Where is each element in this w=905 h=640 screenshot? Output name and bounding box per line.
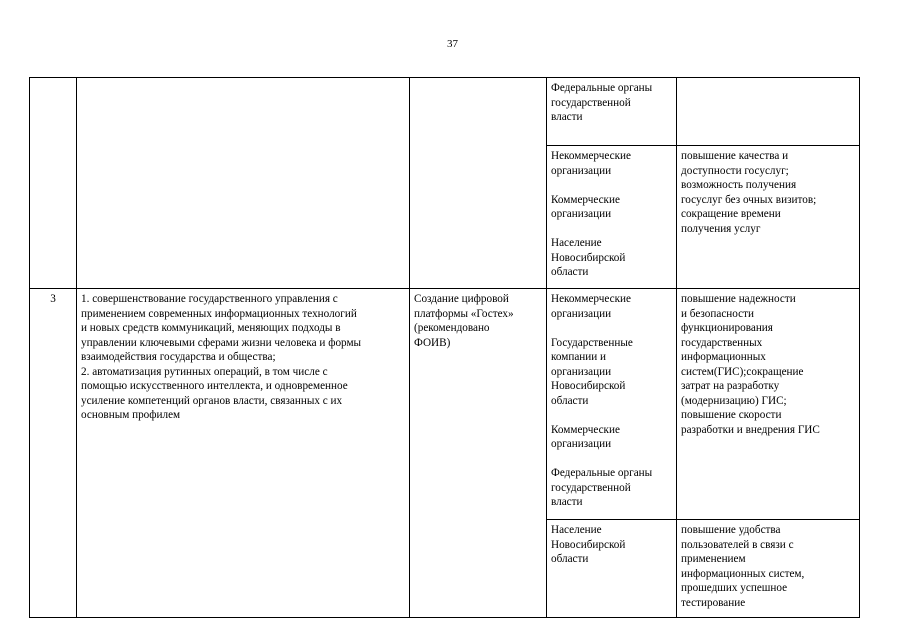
- stakeholder-line: Государственные: [551, 336, 633, 349]
- effect-line: и безопасности: [681, 307, 754, 320]
- stakeholder-line: организации: [551, 365, 612, 378]
- effect-line: повышение качества и: [681, 150, 789, 162]
- stakeholder-line: Некоммерческие: [551, 293, 631, 305]
- page-number: 37: [447, 38, 458, 50]
- goal-cell: [77, 78, 410, 289]
- effect-line: получения услуг: [681, 222, 761, 235]
- stakeholder-line: Новосибирской: [551, 380, 626, 392]
- effects-cell: [677, 520, 860, 618]
- stakeholder-block: [551, 236, 672, 280]
- stakeholder-line: организации: [551, 307, 612, 320]
- stakeholder-line: власти: [551, 111, 583, 123]
- stakeholder-block: [551, 466, 672, 510]
- stakeholder-line: организации: [551, 208, 612, 220]
- row-number-cell: [30, 78, 77, 289]
- effect-line: затрат на разработку: [681, 380, 780, 392]
- stakeholder-line: Некоммерческие: [551, 150, 631, 162]
- stakeholders-cell: [547, 146, 677, 289]
- goal-line: и новых средств коммуникаций, меняющих подходы в: [81, 322, 341, 334]
- stakeholders-cell: [547, 78, 677, 146]
- effects-cell: [677, 289, 860, 520]
- effect-line: пользователей в связи с: [681, 538, 794, 551]
- goal-line: 2. автоматизация рутинных операций, в том числе с: [81, 365, 328, 378]
- effects-cell: [677, 78, 860, 146]
- stakeholder-block: [551, 523, 672, 567]
- effect-line: повышение скорости: [681, 409, 782, 421]
- stakeholder-line: Новосибирской: [551, 538, 626, 551]
- effect-line: разработки и внедрения ГИС: [681, 423, 820, 436]
- effect-line: прошедших успешное: [681, 582, 788, 594]
- effect-line: систем(ГИС);сокращение: [681, 365, 804, 378]
- stakeholder-block: [551, 336, 672, 409]
- stakeholder-line: Коммерческие: [551, 193, 620, 206]
- effect-line: возможность получения: [681, 179, 797, 191]
- stakeholder-line: Федеральные органы: [551, 467, 653, 479]
- stakeholders-cell: [547, 520, 677, 618]
- measure-line: Создание цифровой: [414, 293, 509, 305]
- stakeholder-block: [551, 81, 672, 125]
- stakeholder-line: области: [551, 553, 589, 565]
- table-row: [30, 289, 860, 520]
- stakeholder-block: [551, 292, 672, 321]
- effects-cell: [677, 146, 860, 289]
- goal-line: 1. совершенствование государственного управления с: [81, 293, 338, 305]
- measure-cell: [410, 78, 547, 289]
- measure-line: платформы «Гостех»: [414, 307, 514, 320]
- stakeholder-line: организации: [551, 438, 612, 450]
- stakeholder-line: Население: [551, 237, 602, 249]
- stakeholder-block: [551, 193, 672, 222]
- effect-line: функционирования: [681, 322, 773, 334]
- stakeholder-block: [551, 149, 672, 178]
- effect-line: повышение удобства: [681, 524, 781, 536]
- stakeholder-line: Федеральные органы: [551, 82, 653, 94]
- effect-line: повышение надежности: [681, 293, 796, 305]
- stakeholder-line: государственной: [551, 481, 631, 494]
- stakeholder-line: Население: [551, 524, 602, 536]
- measure-line: ФОИВ): [414, 336, 451, 349]
- goal-line: помощью искусственного интеллекта, и одновременное: [81, 380, 348, 392]
- stakeholder-line: Коммерческие: [551, 423, 620, 436]
- goal-cell: [77, 289, 410, 618]
- stakeholders-cell: [547, 289, 677, 520]
- stakeholder-line: Новосибирской: [551, 251, 626, 264]
- stakeholder-line: государственной: [551, 96, 631, 109]
- effect-line: сокращение времени: [681, 208, 781, 220]
- goal-line: управлении ключевыми сферами жизни человека и формы: [81, 336, 362, 349]
- goal-line: взаимодействия государства и общества;: [81, 351, 276, 363]
- goal-line: основным профилем: [81, 409, 181, 421]
- stakeholder-line: области: [551, 266, 589, 278]
- stakeholder-line: власти: [551, 496, 583, 508]
- effect-line: информационных: [681, 351, 766, 363]
- effect-line: госуслуг без очных визитов;: [681, 193, 817, 206]
- effect-line: государственных: [681, 336, 763, 349]
- goal-line: применением современных информационных технологий: [81, 307, 357, 320]
- effect-line: тестирование: [681, 596, 746, 609]
- effect-line: (модернизацию) ГИС;: [681, 394, 787, 407]
- goal-line: усиление компетенций органов власти, связанных с их: [81, 394, 343, 407]
- measure-line: (рекомендовано: [414, 322, 490, 334]
- stakeholder-line: области: [551, 394, 589, 407]
- effect-line: доступности госуслуг;: [681, 164, 789, 177]
- stakeholder-line: организации: [551, 164, 612, 177]
- measures-table: [29, 77, 860, 618]
- measure-cell: [410, 289, 547, 618]
- row-number-cell: 3: [30, 289, 77, 618]
- stakeholder-block: [551, 423, 672, 452]
- table-row: [30, 78, 860, 146]
- effect-line: информационных систем,: [681, 567, 805, 580]
- effect-line: применением: [681, 553, 746, 565]
- stakeholder-line: компании и: [551, 351, 607, 363]
